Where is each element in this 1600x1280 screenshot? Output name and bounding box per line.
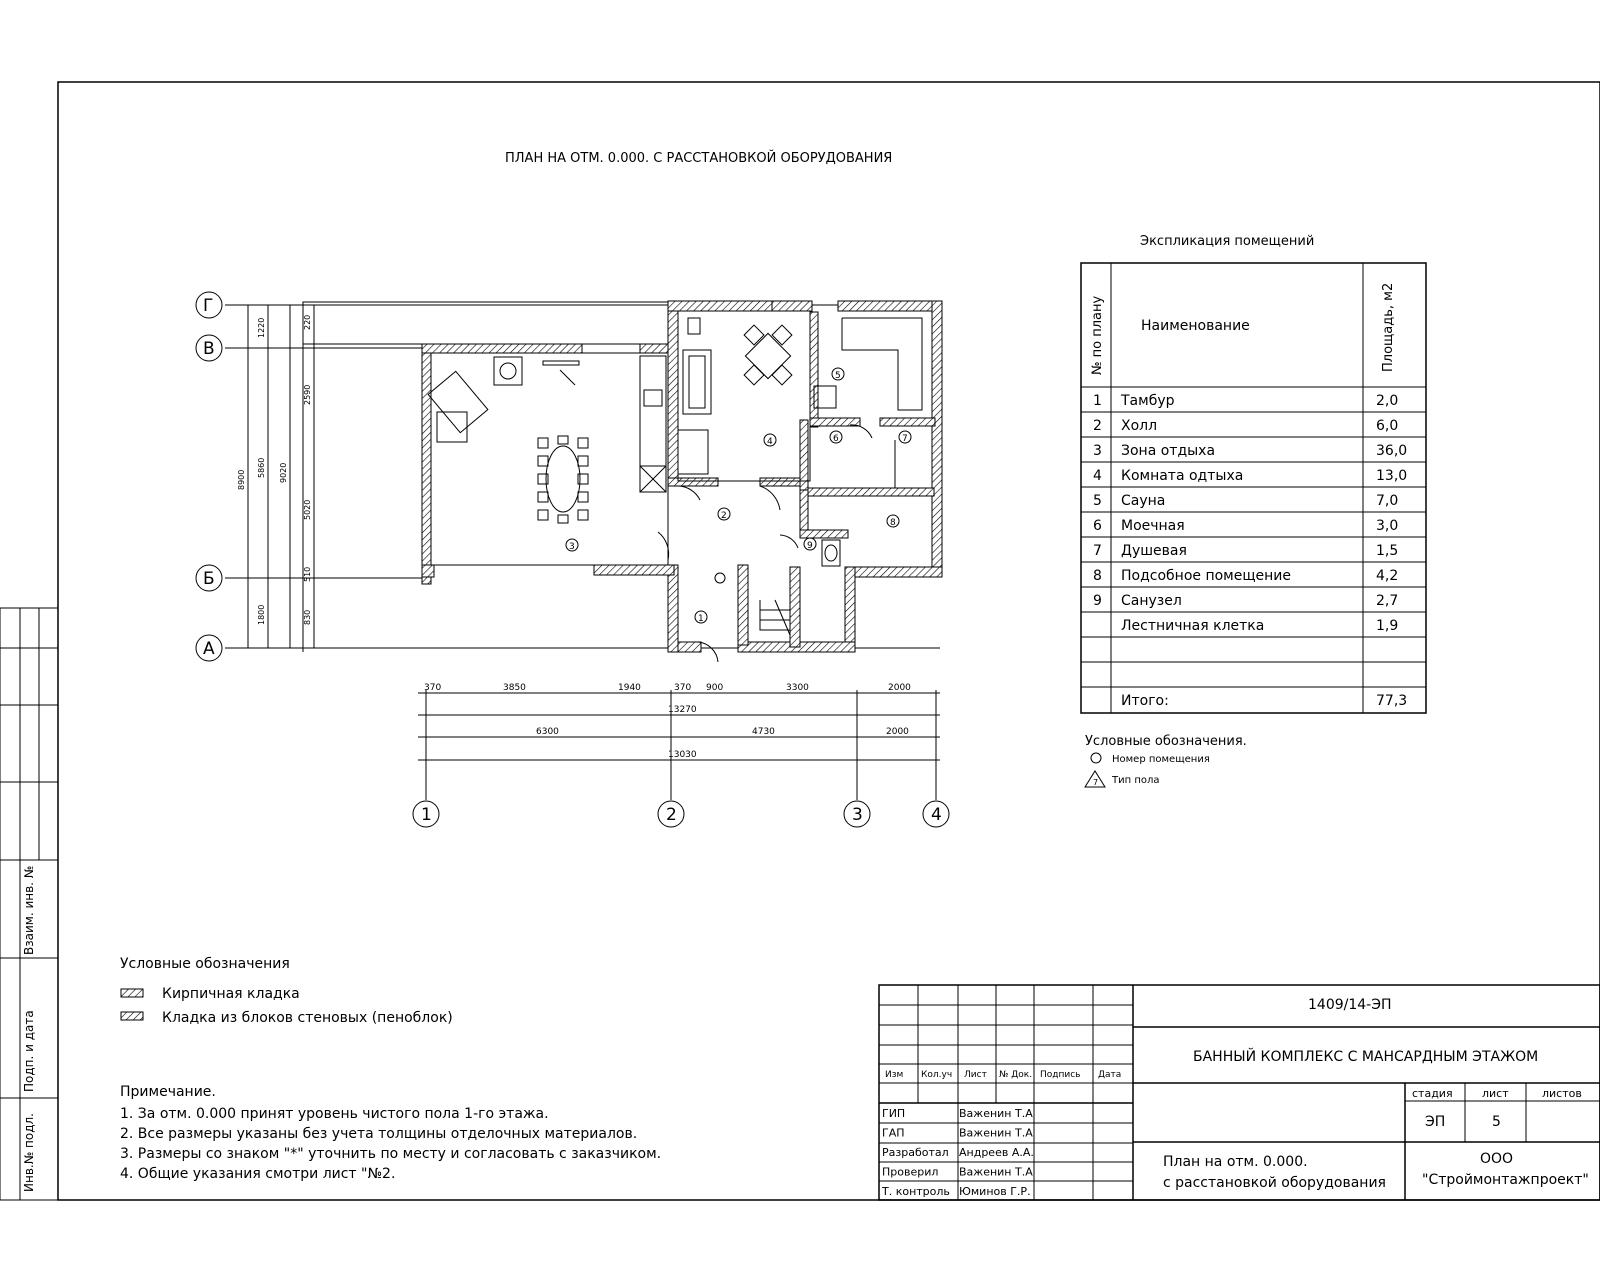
stamp-inv: Инв.№ подл. <box>22 1113 36 1192</box>
tb-company-1: ООО <box>1480 1151 1514 1167</box>
explication-row-name: Тамбур <box>1121 393 1175 409</box>
note-4: 4. Общие указания смотри лист "№2. <box>120 1166 396 1182</box>
legend-left-item-0: Кирпичная кладка <box>162 986 300 1002</box>
notes-title: Примечание. <box>120 1084 216 1100</box>
wall-hall-top-left <box>668 478 718 486</box>
explication-row-name: Холл <box>1121 418 1158 434</box>
dim-left-inner-4: 830 <box>303 609 312 625</box>
tb-company-2: "Строймонтажпроект" <box>1422 1172 1589 1188</box>
explication-row-name: Итого: <box>1121 693 1169 709</box>
tb-stage: ЭП <box>1425 1114 1446 1130</box>
stamp-vzaim: Взаим. инв. № <box>22 865 36 955</box>
tb-sheet-label: лист <box>1482 1087 1509 1100</box>
explication-row-name: Санузел <box>1121 593 1182 609</box>
wall-sw-stub <box>422 565 434 577</box>
side-stamp <box>0 608 58 1200</box>
sheet-title: ПЛАН НА ОТМ. 0.000. С РАССТАНОВКОЙ ОБОРУДОВАНИЯ <box>505 151 893 166</box>
wall-sauna-bottom2 <box>880 418 935 426</box>
room-mark-3: 3 <box>569 542 575 552</box>
explication-row-n: 2 <box>1093 418 1102 434</box>
dim-left-inner-2: 5020 <box>303 499 312 520</box>
tb-role-name: Юминов Г.Р. <box>959 1185 1031 1198</box>
dim-left-inner-0: 220 <box>303 314 312 330</box>
dim-b1-5: 3300 <box>786 683 809 693</box>
tb-head-1: Кол.уч <box>921 1070 953 1080</box>
dim-b2-1: 4730 <box>752 727 775 737</box>
dim-b2-2: 2000 <box>886 727 909 737</box>
wall-east <box>932 301 942 576</box>
dim-b1-3: 370 <box>674 683 692 693</box>
explication-row-area: 4,2 <box>1376 568 1399 584</box>
tb-sheet: 5 <box>1492 1114 1501 1130</box>
tb-role-name: Важенин Т.А <box>959 1107 1033 1120</box>
explication-row-name: Зона отдыха <box>1121 443 1216 459</box>
explication-row-n: 8 <box>1093 568 1102 584</box>
wall-vest-left <box>668 565 678 652</box>
room-mark-5: 5 <box>835 371 841 381</box>
axis-label-g: Г <box>203 296 214 316</box>
tb-sheets-label: листов <box>1542 1087 1582 1100</box>
tb-role: ГИП <box>882 1107 906 1120</box>
note-2: 2. Все размеры указаны без учета толщины отделочных материалов. <box>120 1126 638 1142</box>
explication-col-area: Площадь, м2 <box>1381 282 1396 372</box>
explication-row-name: Комната одтыха <box>1121 468 1244 484</box>
explication-row-area: 7,0 <box>1376 493 1399 509</box>
floor-plan <box>196 292 949 827</box>
dim-left-outer-1: 1800 <box>257 604 266 625</box>
block-hatch-swatch <box>121 1012 143 1020</box>
dim-left-inner-3: 510 <box>303 566 312 582</box>
room-mark-4: 4 <box>767 437 773 447</box>
dim-b1-0: 370 <box>424 683 442 693</box>
legend-right-title: Условные обозначения. <box>1085 734 1247 749</box>
explication-row-area: 1,9 <box>1376 618 1399 634</box>
tb-code: 1409/14-ЭП <box>1308 997 1392 1013</box>
explication-row-n: 6 <box>1093 518 1102 534</box>
legend-right <box>1085 734 1247 787</box>
dim-left-outer-0: 8900 <box>237 469 246 490</box>
wall-utility-top <box>800 488 934 496</box>
wall-hall-top-right <box>760 478 805 486</box>
room-mark-1: 1 <box>698 614 704 624</box>
axis-label-b: Б <box>203 569 215 589</box>
note-1: 1. За отм. 0.000 принят уровень чистого пола 1-го этажа. <box>120 1106 549 1122</box>
room-mark-7: 7 <box>902 434 908 444</box>
legend-left <box>120 956 453 1026</box>
explication-row-area: 6,0 <box>1376 418 1399 434</box>
tb-head-0: Изм <box>885 1070 904 1080</box>
note-3: 3. Размеры со знаком "*" уточнить по месту и согласовать с заказчиком. <box>120 1146 662 1162</box>
wall-stair-left <box>738 565 748 645</box>
dim-left-mid-1: 5860 <box>257 457 266 478</box>
room-mark-8: 8 <box>890 518 896 528</box>
dim-b2-0: 6300 <box>536 727 559 737</box>
dim-total-2: 13030 <box>668 750 697 760</box>
wall-north-right2 <box>772 301 812 311</box>
axis-label-1: 1 <box>421 805 432 825</box>
legend-left-item-1: Кладка из блоков стеновых (пеноблок) <box>162 1010 453 1026</box>
explication-table <box>1081 234 1426 713</box>
explication-row-area: 3,0 <box>1376 518 1399 534</box>
tb-role-name: Важенин Т.А <box>959 1126 1033 1140</box>
room-number-symbol <box>1091 753 1101 763</box>
tb-project: БАННЫЙ КОМПЛЕКС С МАНСАРДНЫМ ЭТАЖОМ <box>1193 1049 1539 1065</box>
explication-row-n: 9 <box>1093 593 1102 609</box>
tb-role: ГАП <box>882 1126 905 1140</box>
dim-b1-2: 1940 <box>618 683 641 693</box>
axis-label-4: 4 <box>931 805 942 825</box>
dim-b1-1: 3850 <box>503 683 526 693</box>
tb-role-name: Андреев А.А. <box>959 1146 1034 1159</box>
explication-col-name: Наименование <box>1141 318 1250 334</box>
wall-utility-left <box>800 488 808 533</box>
explication-row-name: Душевая <box>1121 543 1187 559</box>
wall-sauna-left <box>810 312 818 427</box>
brick-hatch-swatch <box>121 989 143 997</box>
sauna-bench <box>842 318 922 410</box>
dim-b1-4: 900 <box>706 683 724 693</box>
tb-head-2: Лист <box>964 1070 987 1080</box>
explication-row-n: 4 <box>1093 468 1102 484</box>
wall-south-east <box>855 567 942 577</box>
explication-row-area: 13,0 <box>1376 468 1408 484</box>
wall-mid-vert <box>668 301 678 481</box>
dining-table <box>546 446 580 512</box>
axis-label-3: 3 <box>852 805 863 825</box>
legend-right-item-0: Номер помещения <box>1112 754 1210 765</box>
room-mark-9: 9 <box>807 541 813 551</box>
tb-role: Т. контроль <box>882 1185 950 1198</box>
tb-drawing-title-1: План на отм. 0.000. <box>1163 1154 1308 1170</box>
wall-north-mid <box>640 344 672 353</box>
legend-right-item-1: Тип пола <box>1112 775 1160 786</box>
tb-role: Проверил <box>882 1165 939 1179</box>
tb-head-5: Дата <box>1098 1070 1122 1080</box>
wall-west <box>422 344 431 584</box>
explication-row-name: Моечная <box>1121 518 1185 534</box>
explication-row-area: 2,0 <box>1376 393 1399 409</box>
dim-left-mid2-0: 9020 <box>279 462 288 483</box>
tb-role: Разработал <box>882 1146 949 1159</box>
legend-left-title: Условные обозначения <box>120 956 290 972</box>
explication-row-n: 7 <box>1093 543 1102 559</box>
explication-row-area: 1,5 <box>1376 543 1399 559</box>
wall-wash-left <box>800 420 808 490</box>
explication-row-area: 36,0 <box>1376 443 1408 459</box>
axis-label-v: В <box>203 339 215 359</box>
notes <box>120 1084 661 1182</box>
tb-stage-label: стадия <box>1412 1087 1453 1100</box>
wall-stair-right <box>790 567 800 647</box>
tb-drawing-title-2: с расстановкой оборудования <box>1163 1175 1386 1191</box>
dim-left-inner-1: 2590 <box>303 384 312 405</box>
sheet-frame <box>58 82 1600 1200</box>
explication-row-n: 1 <box>1093 393 1102 409</box>
wall-north-right1 <box>668 301 773 311</box>
explication-row-n: 5 <box>1093 493 1102 509</box>
wall-south-mid <box>594 565 674 575</box>
axis-label-a: А <box>203 639 215 659</box>
wall-east-lower <box>845 567 855 652</box>
title-block <box>879 985 1600 1200</box>
explication-row-area: 77,3 <box>1376 693 1408 709</box>
room-mark-6: 6 <box>833 434 839 444</box>
floor-type-mark: 7 <box>1093 778 1099 787</box>
explication-col-num: № по плану <box>1090 295 1105 375</box>
room-mark-2: 2 <box>721 511 727 521</box>
stamp-podp: Подп. и дата <box>22 1010 36 1092</box>
explication-row-name: Лестничная клетка <box>1121 618 1265 634</box>
tb-head-3: № Док. <box>999 1070 1033 1080</box>
sofa <box>683 350 711 414</box>
explication-row-name: Сауна <box>1121 493 1166 509</box>
explication-title: Экспликация помещений <box>1140 234 1315 249</box>
explication-row-n: 3 <box>1093 443 1102 459</box>
axis-label-2: 2 <box>666 805 677 825</box>
dim-left-mid-0: 1220 <box>257 317 266 338</box>
wall-north-left <box>422 344 582 353</box>
explication-row-name: Подсобное помещение <box>1121 568 1292 584</box>
dim-total-1: 13270 <box>668 705 697 715</box>
wall-wc-top <box>800 530 848 538</box>
tb-head-4: Подпись <box>1040 1070 1081 1080</box>
explication-row-area: 2,7 <box>1376 593 1399 609</box>
wall-north-right3 <box>838 301 941 311</box>
tb-role-name: Важенин Т.А <box>959 1165 1033 1179</box>
dim-b1-6: 2000 <box>888 683 911 693</box>
